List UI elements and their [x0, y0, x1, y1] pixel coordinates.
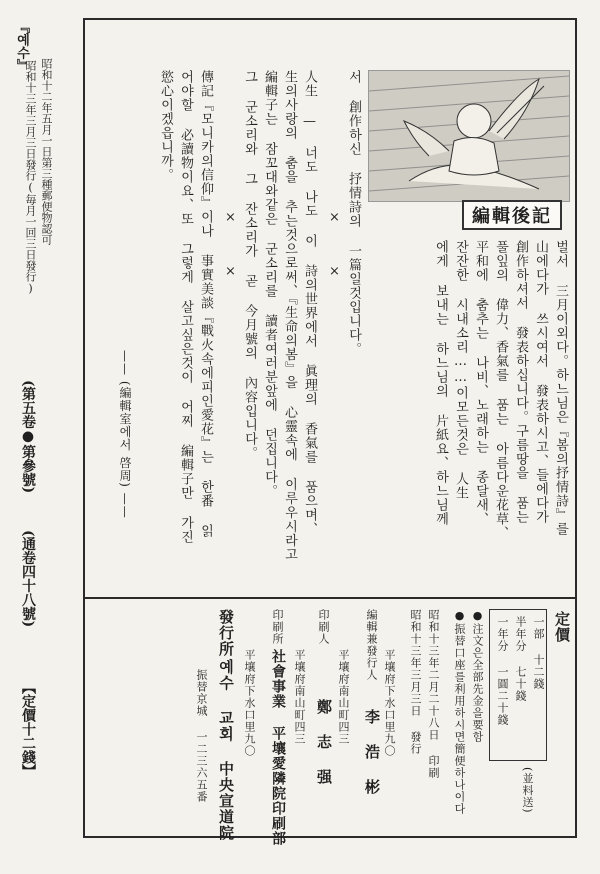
order-note: ●注文은全部先金을要함: [471, 609, 484, 743]
editorial-title: 編輯後記: [462, 200, 562, 230]
editorial-line: 慾心이겠읍니까。: [158, 70, 173, 182]
editorial-line: 풀잎의 偉力、香氣를 품는 아름다운花草、: [493, 240, 508, 540]
editorial-line: 山에다가 쓰시여서 發表하시고、들에다가: [533, 240, 548, 524]
price-row: 半年分 七十錢: [514, 616, 527, 702]
margin-published: 昭和十三年三月三日發行(毎月一回三日發行): [24, 60, 37, 295]
price-label: 定價: [553, 611, 571, 643]
editor-name: 李 浩 彬: [363, 709, 381, 795]
margin-price: 【定價十二錢】: [20, 680, 36, 778]
section-marks: × ×: [223, 210, 238, 279]
margin-issue: (通卷四十八號): [20, 530, 36, 628]
editorial-line: 그 군소리와 그 잔소리가 곧 今月號의 內容입니다。: [242, 70, 257, 460]
editorial-line: 어야할 必讀物이요、또 그렇게 살고싶은것이 어찌 編輯子만 가진: [178, 70, 193, 544]
price-table: [489, 609, 547, 761]
editorial-line: 서 創作하신 抒情詩의 一篇일것입니다。: [346, 70, 361, 356]
transfer-note: ●振替口座를利用하시면簡便하나이다: [453, 609, 466, 815]
editorial-line: 벌서 三月이외다。하느님은『봄의抒情詩』를: [553, 240, 568, 536]
editorial-line: 創作하셔서 發表하십니다。구름땅을 품는: [513, 240, 528, 524]
printer-label: 印刷人: [317, 609, 330, 645]
colophon-section: [85, 599, 575, 846]
press-name: 社會事業 平壤愛隣院印刷部: [270, 649, 286, 846]
editorial-signature: —— (編輯室에서 啓周) ——: [118, 350, 132, 519]
editor-address: 平壤府下水口里九〇: [383, 649, 396, 757]
price-row: 一部 十二錢: [532, 616, 545, 690]
cherub-illustration: [368, 70, 570, 202]
press-address: 平壤府南山町四三: [293, 649, 306, 745]
postage-note: (並料送): [521, 767, 534, 814]
publisher-label: 發行所: [217, 609, 235, 657]
published-date: 昭和十三年三月三日 發行: [409, 609, 422, 755]
press-label: 印刷所: [271, 609, 284, 645]
margin-title: 『예수』: [14, 20, 29, 72]
editorial-line: 傳記『모니카의信仰』이나 事實美談『戰火속에피인愛花』는 한番 읽: [198, 70, 213, 538]
section-marks: × ×: [327, 210, 342, 279]
price-row: 一年分 一圓二十錢: [496, 616, 509, 726]
printer-name: 鄭 志 强: [315, 699, 333, 785]
printer-address: 平壤府南山町四三: [337, 649, 350, 745]
editor-label: 編輯兼發行人: [365, 609, 378, 681]
publisher-name: 예수 교회 中央宣道院: [217, 659, 235, 841]
editorial-line: 人生 — 너도 나도 이 詩의世界에서 眞理의 香氣를 품으며、: [302, 70, 317, 536]
editorial-line: 平和에 춤추는 나비、노래하는 종달새、: [473, 240, 488, 526]
printed-date: 昭和十三年二月二十八日 印刷: [427, 609, 440, 779]
editorial-line: 잔잔한 시내소리……이모든것은 人生: [453, 240, 468, 500]
margin-permit: 昭和十二年五月一日第三種郵便物認可: [40, 58, 53, 245]
editorial-line: 生의사랑의 춤을 추는것으로써、『生命의봄』을 心靈속에 이루우시라고: [282, 70, 297, 562]
main-frame: [83, 18, 577, 846]
editorial-line: 編輯子는 잠꼬대와같은 군소리를 讀者여러분앞에 던집니다。: [262, 70, 277, 498]
publisher-address: 平壤府下水口里九〇: [243, 649, 256, 757]
margin-volume: (第五卷●第參號): [20, 380, 36, 494]
publisher-account: 振替京城 一二三六五番: [195, 669, 208, 803]
editorial-section: [85, 20, 575, 597]
editorial-line: 에게 보내는 하느님의 片紙요、하느님께: [433, 240, 448, 526]
